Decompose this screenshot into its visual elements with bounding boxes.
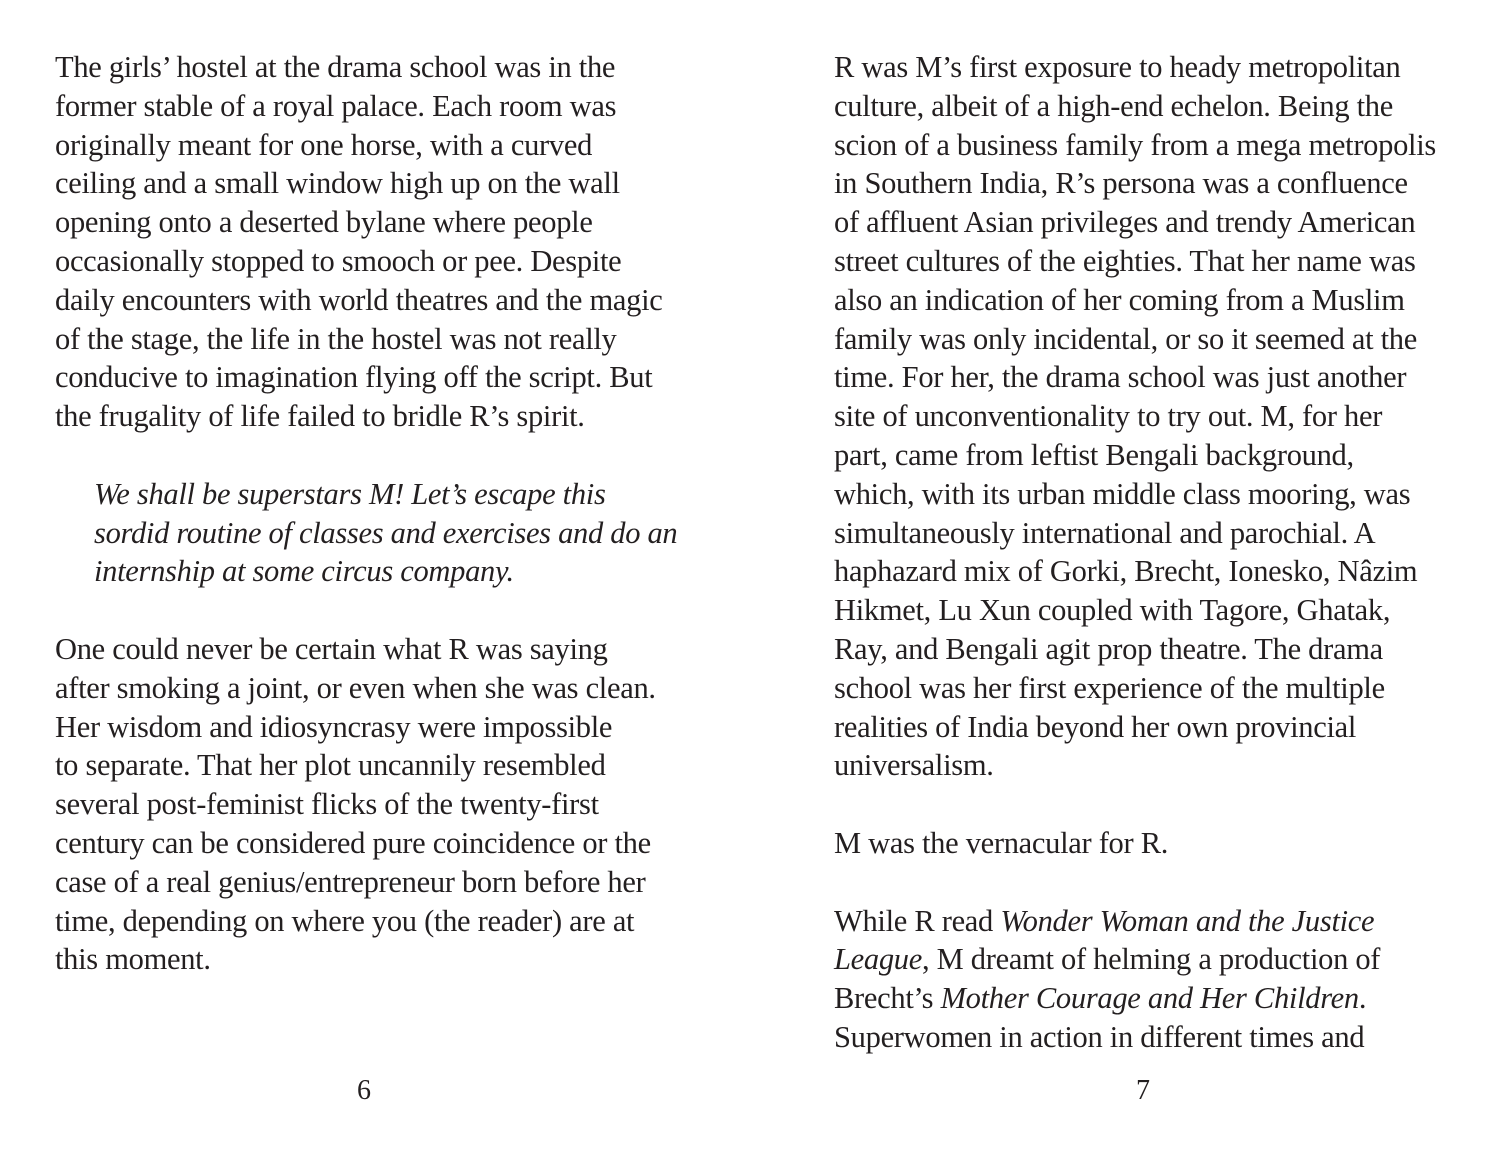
text-line: which, with its urban middle class mooring, was	[834, 476, 1411, 511]
text-line	[834, 979, 1474, 1018]
text-line: realities of India beyond her own provincial	[834, 709, 1357, 744]
text-line: school was her first experience of the multiple	[834, 670, 1385, 705]
text-line: universalism.	[834, 748, 994, 783]
text-line: case of a real genius/entrepreneur born before her	[55, 864, 646, 899]
text-run: While R read	[834, 903, 1001, 938]
text-line: former stable of a royal palace. Each room was	[55, 88, 617, 123]
paragraph	[55, 48, 715, 436]
text-line: daily encounters with world theatres and the magic	[55, 282, 663, 317]
text-line: to separate. That her plot uncannily resembled	[55, 748, 606, 783]
block-quote	[55, 475, 715, 591]
text-line: after smoking a joint, or even when she was clean.	[55, 670, 656, 705]
paragraph	[834, 902, 1474, 1057]
text-line: of affluent Asian privileges and trendy American	[834, 205, 1416, 240]
text-run: .	[1358, 981, 1367, 1016]
right-page	[834, 48, 1474, 1057]
page-number: 6	[357, 1075, 371, 1106]
text-line: in Southern India, R’s persona was a confluence	[834, 166, 1408, 201]
quote-line: sordid routine of classes and exercises and do an	[94, 515, 678, 550]
text-line: Her wisdom and idiosyncrasy were impossible	[55, 709, 613, 744]
text-line: Superwomen in action in different times and	[834, 1019, 1365, 1054]
text-line: One could never be certain what R was saying	[55, 631, 608, 666]
text-line: culture, albeit of a high-end echelon. Being the	[834, 88, 1393, 123]
text-line: occasionally stopped to smooch or pee. Despite	[55, 243, 622, 278]
text-line	[834, 940, 1474, 979]
text-line: Hikmet, Lu Xun coupled with Tagore, Ghatak,	[834, 593, 1391, 628]
text-line: haphazard mix of Gorki, Brecht, Ionesko, Nâzim	[834, 554, 1418, 589]
text-line: time. For her, the drama school was just another	[834, 360, 1407, 395]
text-line: The girls’ hostel at the drama school was in the	[55, 50, 616, 84]
text-line: opening onto a deserted bylane where people	[55, 205, 593, 240]
text-line: the frugality of life failed to bridle R’s spirit.	[55, 399, 585, 434]
text-run: Brecht’s	[834, 981, 941, 1016]
paragraph	[834, 48, 1474, 785]
play-title: Mother Courage and Her Children	[940, 981, 1359, 1016]
text-line: scion of a business family from a mega metropolis	[834, 127, 1436, 162]
text-line: street cultures of the eighties. That her name was	[834, 243, 1416, 278]
book-title: League	[834, 942, 922, 977]
text-line: ceiling and a small window high up on the wall	[55, 166, 620, 201]
text-line: originally meant for one horse, with a curved	[55, 127, 593, 162]
text-line: R was M’s first exposure to heady metropolitan	[834, 50, 1401, 84]
book-title: Wonder Woman and the Justice	[1000, 903, 1375, 938]
quote-line: internship at some circus company.	[94, 554, 514, 589]
page-number: 7	[1136, 1075, 1150, 1106]
text-line: of the stage, the life in the hostel was not really	[55, 321, 617, 356]
quote-line: We shall be superstars M! Let’s escape this	[94, 476, 606, 511]
text-line: family was only incidental, or so it seemed at the	[834, 321, 1417, 356]
text-line: several post-feminist flicks of the twenty-first	[55, 787, 599, 822]
text-line	[834, 902, 1474, 941]
paragraph: M was the vernacular for R.	[834, 825, 1169, 860]
text-line: also an indication of her coming from a Muslim	[834, 282, 1405, 317]
text-line: part, came from leftist Bengali background,	[834, 437, 1354, 472]
text-line: this moment.	[55, 942, 211, 977]
text-line: simultaneously international and parochial. A	[834, 515, 1376, 550]
left-page	[55, 48, 715, 979]
text-run: , M dreamt of helming a production of	[922, 942, 1381, 977]
paragraph	[55, 630, 715, 979]
text-line: site of unconventionality to try out. M, for her	[834, 399, 1383, 434]
text-line: Ray, and Bengali agit prop theatre. The drama	[834, 631, 1383, 666]
text-line: time, depending on where you (the reader) are at	[55, 903, 635, 938]
text-line: century can be considered pure coincidence or the	[55, 825, 651, 860]
text-line: conducive to imagination flying off the script. But	[55, 360, 653, 395]
